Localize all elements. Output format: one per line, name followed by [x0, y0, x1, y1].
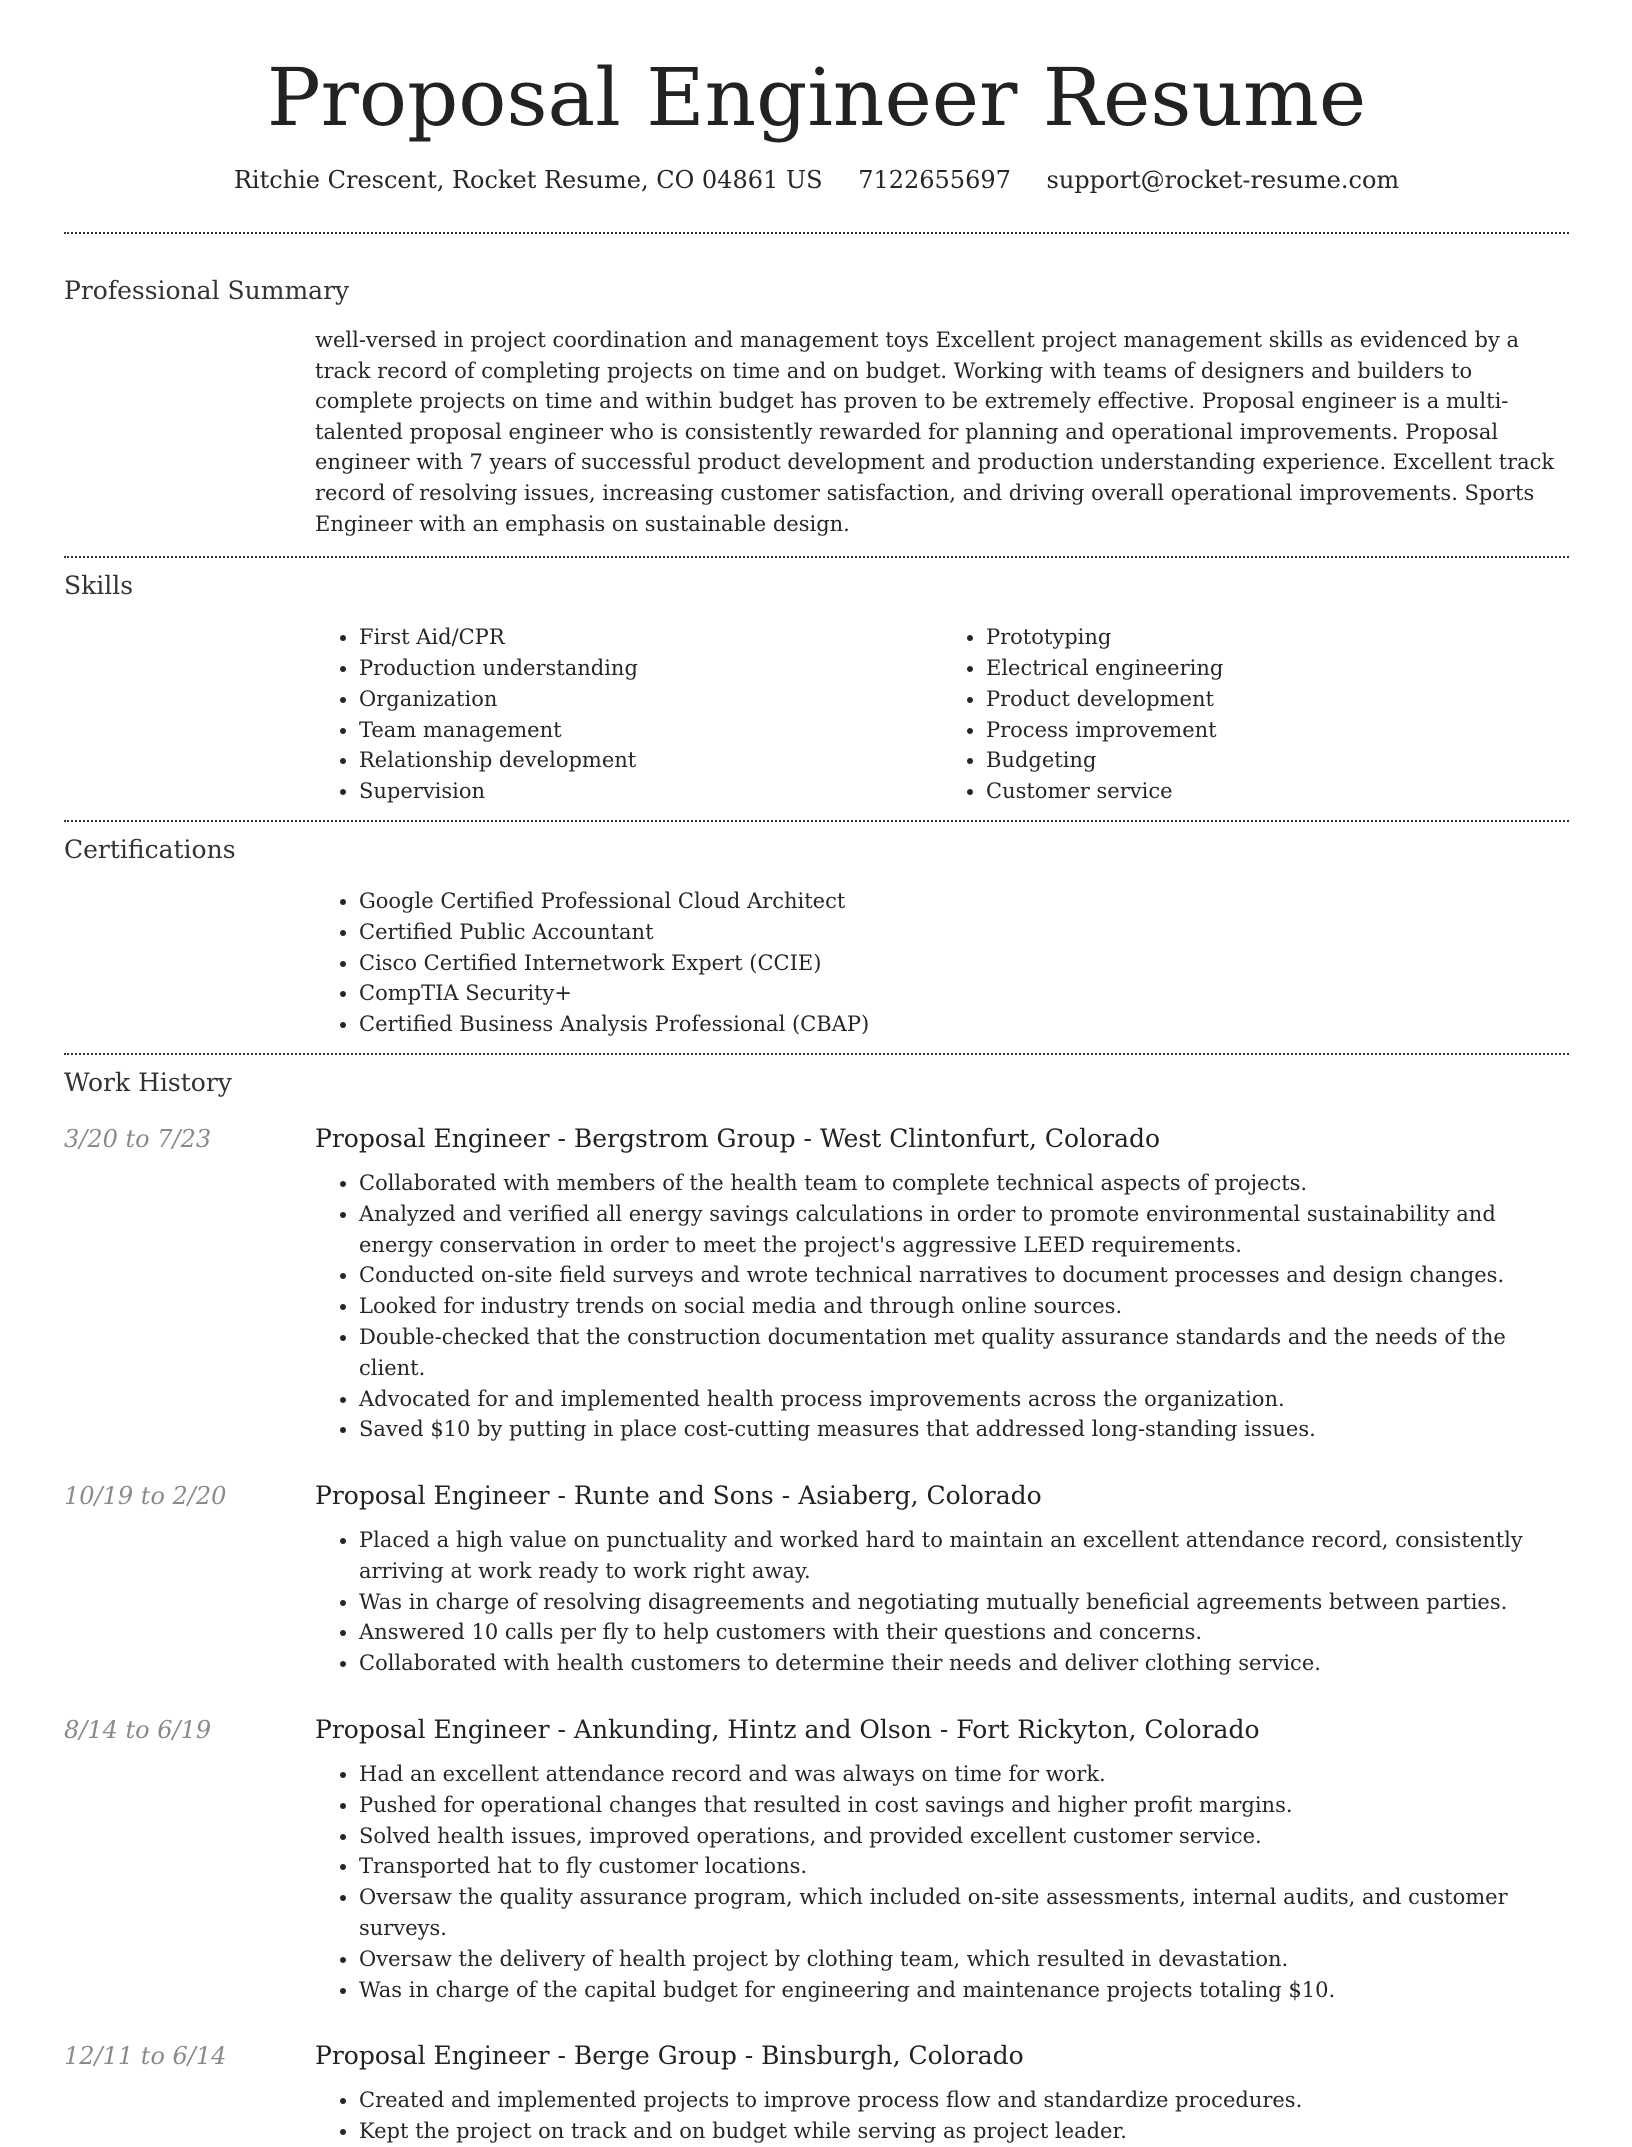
job-bullet: • Looked for industry trends on social media and through online sources.: [359, 1291, 1569, 1322]
certification-item: • Certified Public Accountant: [359, 917, 1569, 948]
summary-section: [64, 274, 1569, 539]
job-bullet: • Pushed for operational changes that resulted in cost savings and higher profit margins.: [359, 1790, 1569, 1821]
job-bullet: • Collaborated with members of the health team to complete technical aspects of projects.: [359, 1168, 1569, 1199]
section-divider: [64, 1053, 1569, 1055]
skill-item: • Process improvement: [986, 715, 1569, 746]
job-title: Proposal Engineer - Bergstrom Group - West Clintonfurt, Colorado: [315, 1123, 1161, 1153]
skills-list-right: [942, 622, 1569, 807]
contact-phone: 7122655697: [858, 166, 1011, 194]
job-bullet: • Oversaw the quality assurance program, which included on-site assessments, internal audits, and customer surveys.: [359, 1882, 1569, 1944]
certification-item: • Cisco Certified Internetwork Expert (CCIE): [359, 948, 1569, 979]
job-body: [315, 1122, 1569, 1445]
job-body: [315, 1479, 1569, 1679]
job-bullet: • Saved $10 by putting in place cost-cutting measures that addressed long-standing issues.: [359, 1414, 1569, 1445]
section-divider: [64, 556, 1569, 558]
job-bullet: • Conducted on-site field surveys and wrote technical narratives to document processes and design changes.: [359, 1260, 1569, 1291]
page-title: Proposal Engineer Resume: [266, 51, 1367, 144]
job-bullet: • Analyzed and verified all energy savings calculations in order to promote environmental sustainability and energy conservation in order to meet the project's aggressive LEED requirements.: [359, 1199, 1569, 1261]
job-bullet: • Placed a high value on punctuality and worked hard to maintain an excellent attendance record, consistently arriving at work ready to work right away.: [359, 1525, 1569, 1587]
job-dates: 3/20 to 7/23: [64, 1124, 212, 1153]
job-title: Proposal Engineer - Ankunding, Hintz and Olson - Fort Rickyton, Colorado: [315, 1715, 1260, 1745]
job-bullet: • Solved health issues, improved operations, and provided excellent customer service.: [359, 1821, 1569, 1852]
job-bullet: • Double-checked that the construction documentation met quality assurance standards and the needs of the client.: [359, 1322, 1569, 1384]
skills-heading: Skills: [64, 571, 134, 601]
certifications-list: [315, 886, 1569, 1040]
work-section: [64, 1066, 1569, 2147]
skill-item: • First Aid/CPR: [359, 622, 942, 653]
skill-item: • Budgeting: [986, 745, 1569, 776]
job-title: Proposal Engineer - Runte and Sons - Asiaberg, Colorado: [315, 1481, 1042, 1511]
section-divider: [64, 820, 1569, 822]
job-bullets: [315, 1759, 1569, 2005]
resume-page: [64, 0, 1569, 2147]
skills-section: [64, 569, 1569, 807]
certification-item: • CompTIA Security+: [359, 978, 1569, 1009]
job-title: Proposal Engineer - Berge Group - Binsburgh, Colorado: [315, 2041, 1024, 2071]
skills-list-left: [315, 622, 942, 807]
skill-item: • Team management: [359, 715, 942, 746]
contact-line: [64, 164, 1569, 196]
certification-item: • Certified Business Analysis Professional (CBAP): [359, 1009, 1569, 1040]
certifications-section: [64, 833, 1569, 1040]
job-body: [315, 1713, 1569, 2005]
summary-text: well-versed in project coordination and management toys Excellent project management skills as evidenced by a track record of completing projects on time and on budget. Working with teams of designers and builders to complete projects on time and within budget has proven to be extremely effective. Proposal engineer is a multi-talented proposal engineer who is consistently rewarded for planning and operational improvements. Proposal engineer with 7 years of successful product development and production understanding experience. Excellent track record of resolving issues, increasing customer satisfaction, and driving overall operational improvements. Sports Engineer with an emphasis on sustainable design.: [315, 328, 1555, 536]
job-bullet: • Collaborated with health customers to determine their needs and deliver clothing service.: [359, 1648, 1569, 1679]
job-body: [315, 2039, 1569, 2147]
skill-item: • Customer service: [986, 776, 1569, 807]
job-entry: [64, 2039, 1569, 2147]
summary-heading: Professional Summary: [64, 276, 350, 305]
job-bullet: • Answered 10 calls per fly to help customers with their questions and concerns.: [359, 1617, 1569, 1648]
job-bullets: [315, 1168, 1569, 1445]
certification-item: • Google Certified Professional Cloud Architect: [359, 886, 1569, 917]
job-bullet: • Was in charge of the capital budget for engineering and maintenance projects totaling $10.: [359, 1975, 1569, 2006]
skill-item: • Organization: [359, 684, 942, 715]
job-bullet: • Oversaw the delivery of health project by clothing team, which resulted in devastation.: [359, 1944, 1569, 1975]
skill-item: • Supervision: [359, 776, 942, 807]
job-dates: 10/19 to 2/20: [64, 1482, 227, 1511]
skills-columns: [315, 622, 1569, 807]
job-dates: 12/11 to 6/14: [64, 2042, 227, 2071]
job-bullets: [315, 2085, 1569, 2147]
job-dates: 8/14 to 6/19: [64, 1716, 212, 1745]
certifications-list-wrap: [315, 886, 1569, 1040]
job-bullets: [315, 1525, 1569, 1679]
skill-item: • Relationship development: [359, 745, 942, 776]
job-bullet: • Kept the project on track and on budget while serving as project leader.: [359, 2116, 1569, 2147]
certifications-heading: Certifications: [64, 834, 236, 864]
skill-item: • Product development: [986, 684, 1569, 715]
job-bullet: • Advocated for and implemented health process improvements across the organization.: [359, 1384, 1569, 1415]
job-entry: [64, 1122, 1569, 1445]
job-bullet: • Had an excellent attendance record and was always on time for work.: [359, 1759, 1569, 1790]
job-bullet: • Transported hat to fly customer locations.: [359, 1851, 1569, 1882]
skill-item: • Electrical engineering: [986, 653, 1569, 684]
skill-item: • Prototyping: [986, 622, 1569, 653]
section-divider: [64, 232, 1569, 234]
job-entry: [64, 1713, 1569, 2005]
contact-email: support@rocket-resume.com: [1046, 166, 1400, 194]
job-entry: [64, 1479, 1569, 1679]
work-heading: Work History: [64, 1067, 232, 1097]
skill-item: • Production understanding: [359, 653, 942, 684]
job-bullet: • Created and implemented projects to improve process flow and standardize procedures.: [359, 2085, 1569, 2116]
contact-address: Ritchie Crescent, Rocket Resume, CO 04861 US: [233, 166, 823, 194]
job-bullet: • Was in charge of resolving disagreements and negotiating mutually beneficial agreements between parties.: [359, 1587, 1569, 1618]
